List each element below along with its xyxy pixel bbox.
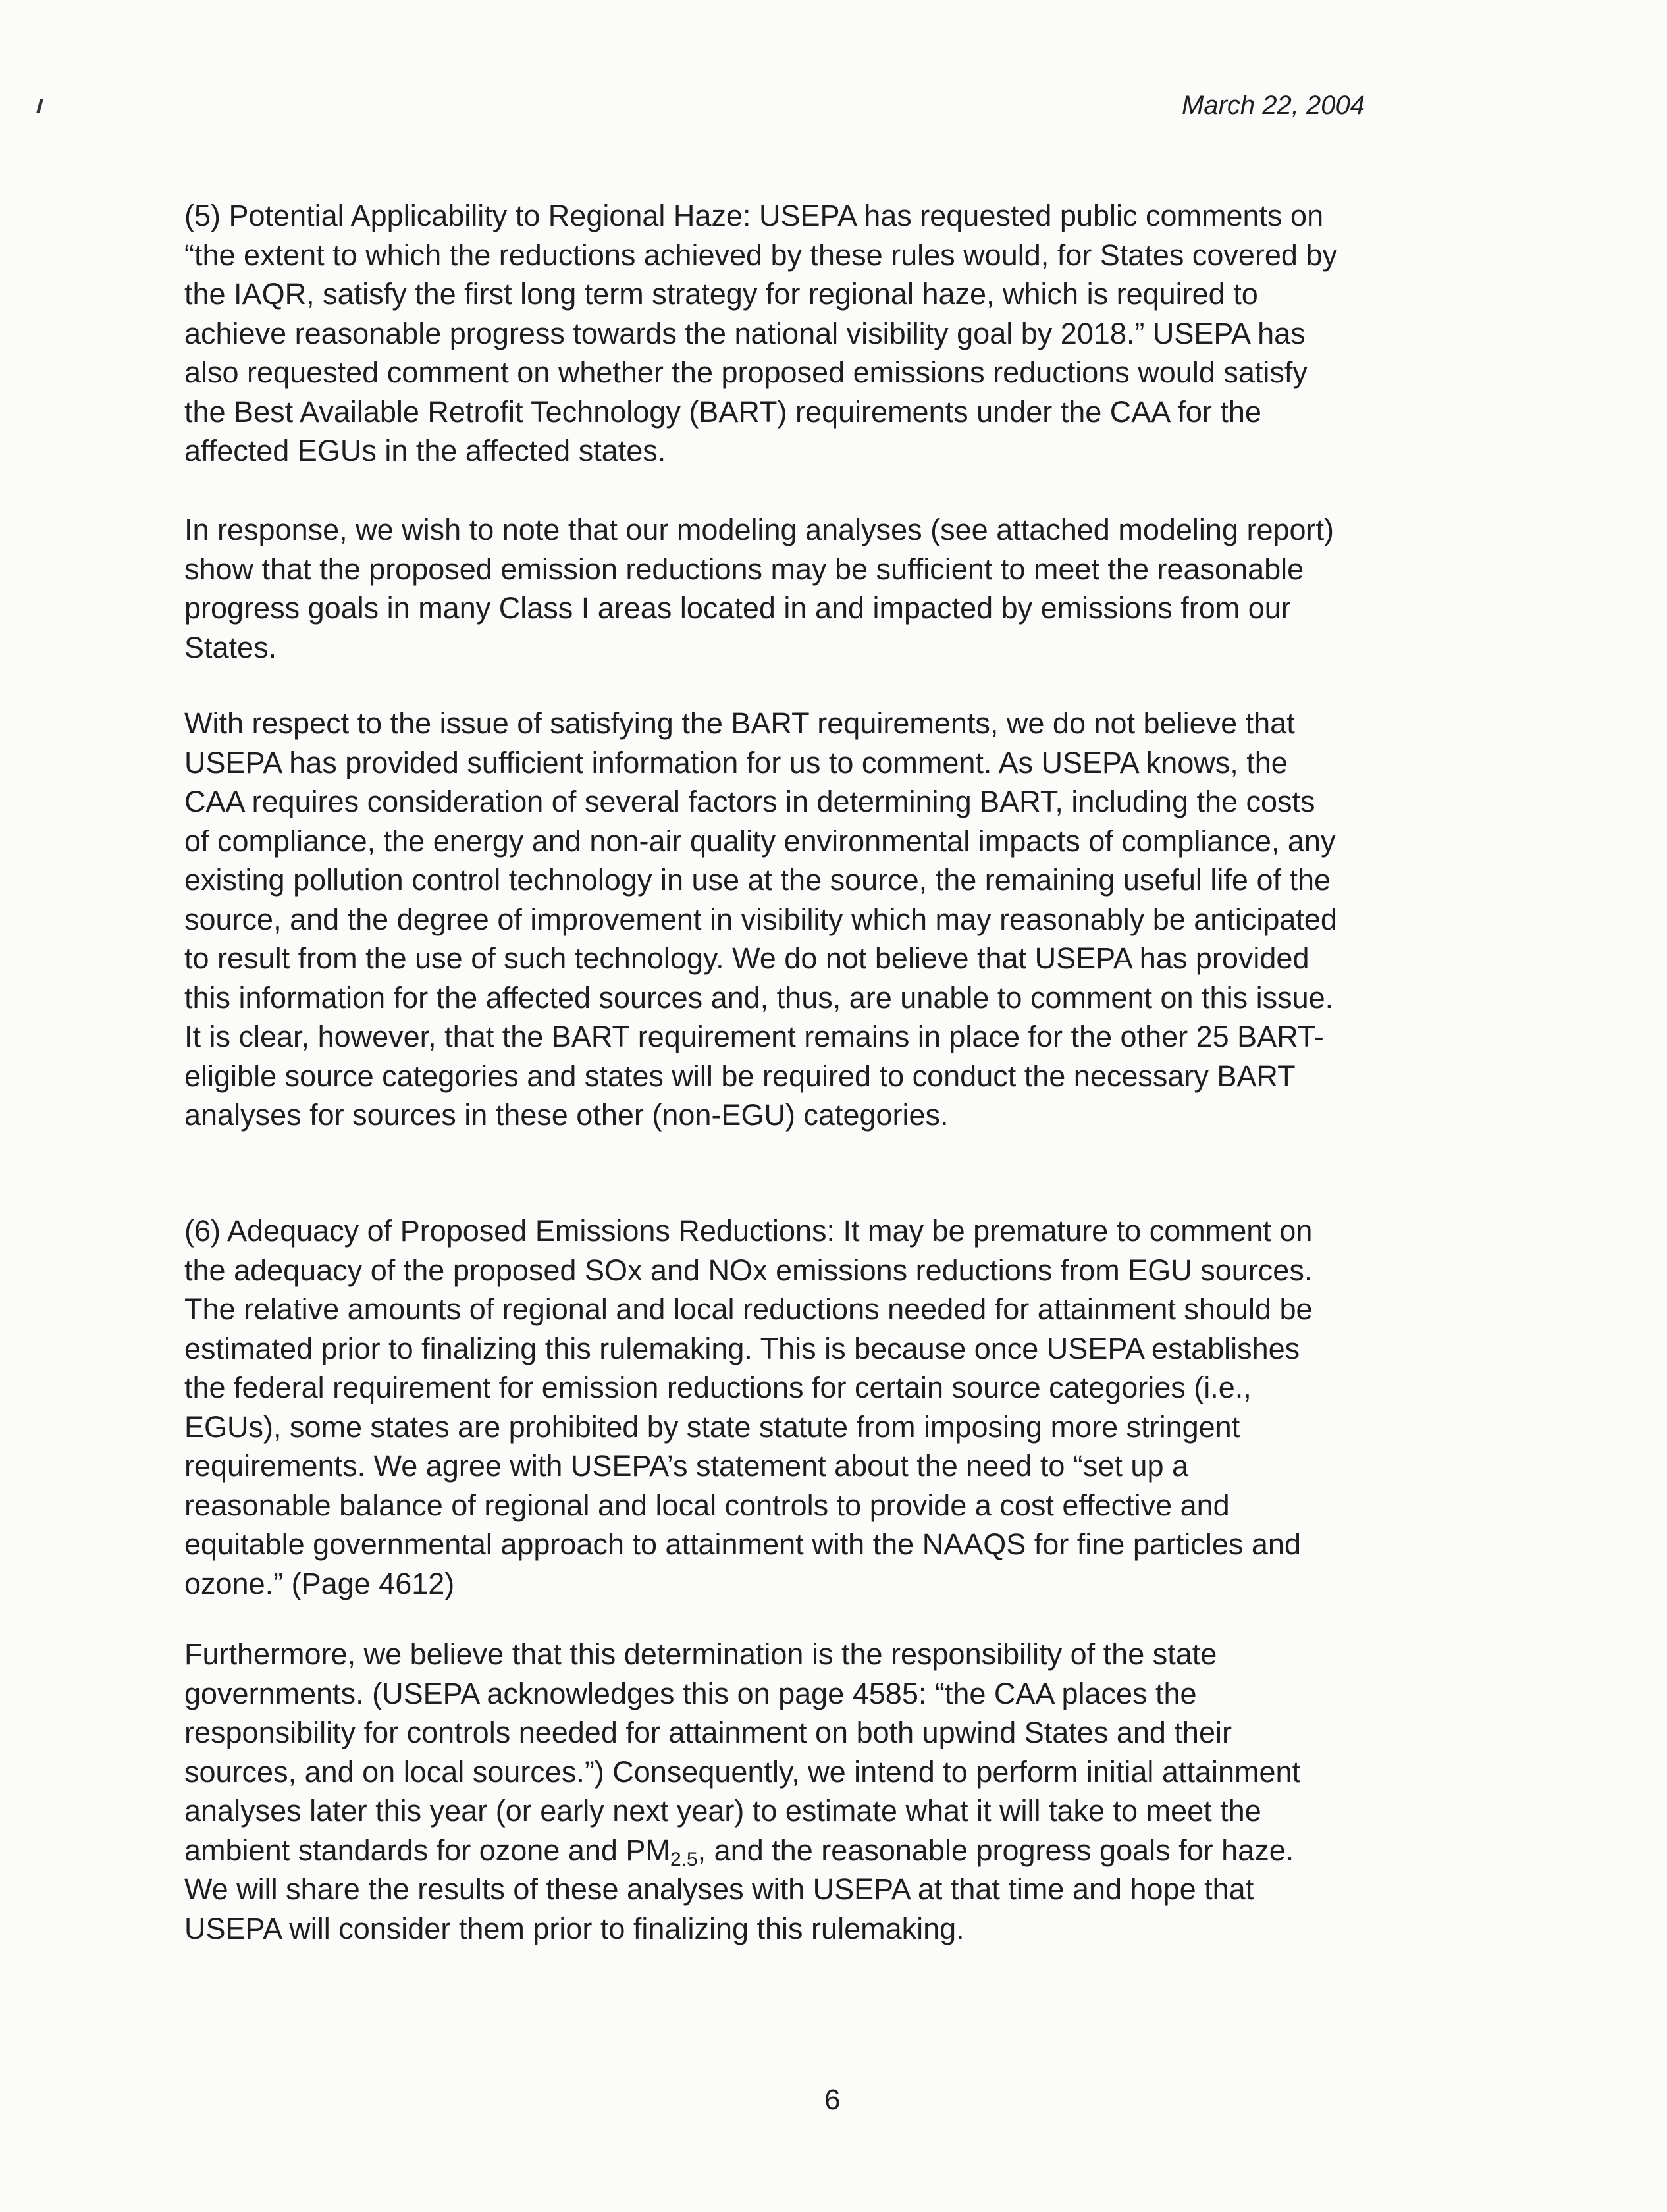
text-line: the federal requirement for emission reductions for certain source categories (i.e.,: [184, 1371, 1252, 1404]
text-line: also requested comment on whether the proposed emissions reductions would satisfy: [184, 356, 1308, 389]
paragraph-adequacy-reductions: [184, 1211, 1313, 1603]
text-line: source, and the degree of improvement in visibility which may reasonably be anticipated: [184, 902, 1337, 936]
text-line: The relative amounts of regional and local reductions needed for attainment should be: [184, 1292, 1313, 1326]
text-line: achieve reasonable progress towards the national visibility goal by 2018.” USEPA has: [184, 316, 1306, 350]
text-line: In response, we wish to note that our modeling analyses (see attached modeling report): [184, 513, 1334, 546]
text-line: analyses later this year (or early next year) to estimate what it will take to meet the: [184, 1794, 1261, 1828]
text-line: CAA requires consideration of several factors in determining BART, including the costs: [184, 785, 1315, 818]
subscript-2-5: 2.5: [670, 1848, 698, 1870]
paragraph-regional-haze: [184, 196, 1337, 471]
text-line: reasonable balance of regional and local controls to provide a cost effective and: [184, 1488, 1230, 1522]
text-segment: , and the reasonable progress goals for haze.: [697, 1833, 1294, 1867]
text-line: equitable governmental approach to attainment with the NAAQS for fine particles and: [184, 1527, 1301, 1561]
document-date: March 22, 2004: [1182, 91, 1365, 120]
text-line: (5) Potential Applicability to Regional Haze: USEPA has requested public comments on: [184, 199, 1324, 232]
text-line: States.: [184, 630, 277, 664]
paragraph-bart-requirements: [184, 704, 1337, 1135]
text-line: ozone.” (Page 4612): [184, 1566, 455, 1600]
text-line: this information for the affected sources and, thus, are unable to comment on this issue.: [184, 980, 1334, 1014]
text-line: to result from the use of such technology. We do not believe that USEPA has provided: [184, 941, 1310, 975]
text-line: It is clear, however, that the BART requirement remains in place for the other 25 BART-: [184, 1020, 1324, 1053]
text-line: the Best Available Retrofit Technology (BART) requirements under the CAA for the: [184, 394, 1261, 429]
text-line-pm25: [184, 1831, 1300, 1870]
paragraph-state-responsibility: [184, 1635, 1300, 1948]
text-line: With respect to the issue of satisfying the BART requirements, we do not believe that: [184, 706, 1295, 740]
scan-mark: [36, 99, 43, 113]
text-line: We will share the results of these analyses with USEPA at that time and hope that: [184, 1872, 1254, 1906]
text-line: EGUs), some states are prohibited by state statute from imposing more stringent: [184, 1409, 1240, 1444]
text-line: (6) Adequacy of Proposed Emissions Reductions: It may be premature to comment on: [184, 1214, 1313, 1248]
text-segment: ambient standards for ozone and PM: [184, 1833, 670, 1867]
text-line: Furthermore, we believe that this determination is the responsibility of the state: [184, 1637, 1217, 1671]
text-line: progress goals in many Class I areas located in and impacted by emissions from our: [184, 591, 1291, 625]
text-line: governments. (USEPA acknowledges this on page 4585: “the CAA places the: [184, 1676, 1197, 1710]
text-line: existing pollution control technology in use at the source, the remaining useful life of the: [184, 863, 1331, 897]
text-line: the IAQR, satisfy the first long term strategy for regional haze, which is required to: [184, 277, 1258, 311]
text-line: sources, and on local sources.”) Consequently, we intend to perform initial attainment: [184, 1754, 1301, 1789]
text-line: of compliance, the energy and non-air quality environmental impacts of compliance, any: [184, 824, 1336, 858]
text-line: USEPA has provided sufficient information for us to comment. As USEPA knows, the: [184, 745, 1288, 779]
text-line: requirements. We agree with USEPA’s statement about the need to “set up a: [184, 1449, 1189, 1483]
text-line: USEPA will consider them prior to finalizing this rulemaking.: [184, 1911, 965, 1945]
page-number: 6: [824, 2084, 841, 2116]
text-line: “the extent to which the reductions achieved by these rules would, for States covered by: [184, 238, 1337, 272]
text-line: affected EGUs in the affected states.: [184, 434, 666, 467]
paragraph-response-modeling: [184, 510, 1334, 667]
text-line: responsibility for controls needed for attainment on both upwind States and their: [184, 1716, 1232, 1749]
text-line: analyses for sources in these other (non-EGU) categories.: [184, 1098, 949, 1132]
text-line: the adequacy of the proposed SOx and NOx emissions reductions from EGU sources.: [184, 1253, 1313, 1287]
text-line: eligible source categories and states will be required to conduct the necessary BART: [184, 1059, 1296, 1093]
text-line: show that the proposed emission reductions may be sufficient to meet the reasonable: [184, 552, 1304, 586]
text-line: estimated prior to finalizing this rulemaking. This is because once USEPA establishes: [184, 1331, 1300, 1365]
